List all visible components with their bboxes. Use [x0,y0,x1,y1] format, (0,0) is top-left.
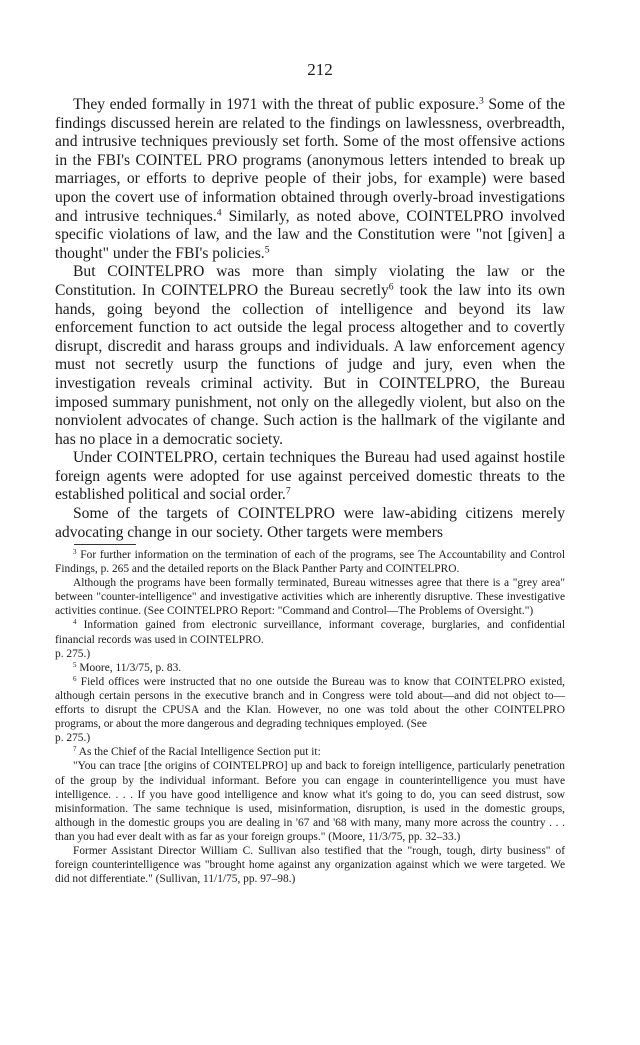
footnote-mark-4: 4 [73,618,77,627]
text-run: took the law into its own hands, going beyond the collection of intelligence and beyond its law enforcement function to act outside the legal process altogether and to covertly disrupt, discredit and harass groups and individuals. A law enforcement agency must not secretly usurp the functions of judge and jury, even when the investigation reveals criminal activity. But in COINTELPRO, the Bureau imposed summary punishment, not only on the allegedly violent, but also on the nonviolent advocates of change. Such action is the hallmark of the vigilante and has no place in a democratic society. [55,281,565,448]
footnote-text: Moore, 11/3/75, p. 83. [76,661,182,674]
footnote-ref-7[interactable]: 7 [285,486,291,498]
footnote-4-continued: p. 275.) [55,647,91,660]
text-run: Some of the findings discussed herein are related to the findings on lawlessness, overbreadth, and intrusive techniques previously set forth. Some of the most offensive actions in the FBI's COINTEL PRO programs (anonymous letters intended to break up marriages, or efforts to deprive people of their jobs, for example) were based upon the covert use of information obtained through overly-broad investigations and intrusive techniques. [55,96,565,225]
text-run: Similarly, as noted above, COINTELPRO involved specific violations of law, and the law and the Constitution were "not [given] a thought" under the FBI's policies. [55,207,566,262]
footnote-7 [55,745,565,759]
footnote-7-sullivan: Former Assistant Director William C. Sullivan also testified that the "rough, tough, dirty business" of foreign counterintelligence was "brought home against any organization against which we were targeted. We did not differentiate." (Sullivan, 11/1/75, pp. 97–98.) [55,844,565,886]
footnote-7-quote: "You can trace [the origins of COINTELPRO] up and back to foreign intelligence, particularly penetration of the group by the individual informant. Before you can engage in counterintelligence you must have intelligence. . . . If you have good intelligence and know what it's going to do, you can seed distrust, sow misinformation. The same technique is used, misinformation, disruption, is used in the domestic groups, although in the domestic groups you are dealing in '67 and '68 with many, many more across the country . . . than you had ever dealt with as far as your foreign groups." (Moore, 11/3/75, pp. 32–33.) [55,760,565,843]
body-paragraph-4 [55,505,565,542]
footnote-mark-6: 6 [73,674,77,683]
footnote-5 [55,661,565,675]
page-number: 212 [307,60,333,79]
body-paragraph-1 [55,96,565,263]
footnote-6-continued: p. 275.) [55,732,91,745]
footnote-ref-4[interactable]: 4 [216,207,222,219]
footnote-mark-5: 5 [73,660,77,669]
footnote-3-continued: Although the programs have been formally terminated, Bureau witnesses agree that there is a "grey area" between "counter-intelligence" and investigative activities which are inherently disruptive. These investigative activities continue. (See COINTELPRO Report: "Command and Control—The Problems of Oversight.") [55,577,565,618]
footnote-ref-3[interactable]: 3 [479,95,484,107]
footnote-4 [55,618,565,646]
body-paragraph-2 [55,263,565,449]
footnote-divider [74,544,136,545]
text-run: Some of the targets of COINTELPRO were law-abiding citizens merely advocating change in our society. Other targets were members [55,505,565,541]
footnote-text: Field offices were instructed that no one outside the Bureau was to know that COINTELPRO existed, although certain persons in the executive branch and in Congress were told about—and did not object to—efforts to disrupt the CPUSA and the Klan. However, no one was told about the other COINTELPRO programs, or about the more dangerous and degrading techniques employed. (See [55,675,565,731]
text-run: They ended formally in 1971 with the threat of public exposure. [73,96,480,113]
text-run: But COINTELPRO was more than simply violating the law or the Constitution. In COINTELPRO the Bureau secretly [55,263,565,299]
footnotes-section [55,548,565,886]
footnote-ref-6[interactable]: 6 [388,281,394,293]
text-run: Under COINTELPRO, certain techniques the Bureau had used against hostile foreign agents were adopted for use against perceived domestic threats to the established political and social order. [55,449,565,504]
footnote-text: As the Chief of the Racial Intelligence Section put it: [76,746,321,759]
footnote-text: Information gained from electronic surveillance, informant coverage, burglaries, and confidential financial records was used in COINTELPRO. [55,619,565,646]
footnote-6 [55,675,565,731]
body-paragraph-3 [55,449,565,505]
footnote-ref-5[interactable]: 5 [264,244,270,256]
footnote-mark-3: 3 [73,548,77,557]
main-text [55,96,565,542]
footnote-3 [55,548,565,576]
footnote-mark-7: 7 [73,745,77,754]
footnote-text: For further information on the termination of each of the programs, see The Accountability and Control Findings, p. 265 and the detailed reports on the Black Panther Party and COINTELPRO. [55,549,565,576]
